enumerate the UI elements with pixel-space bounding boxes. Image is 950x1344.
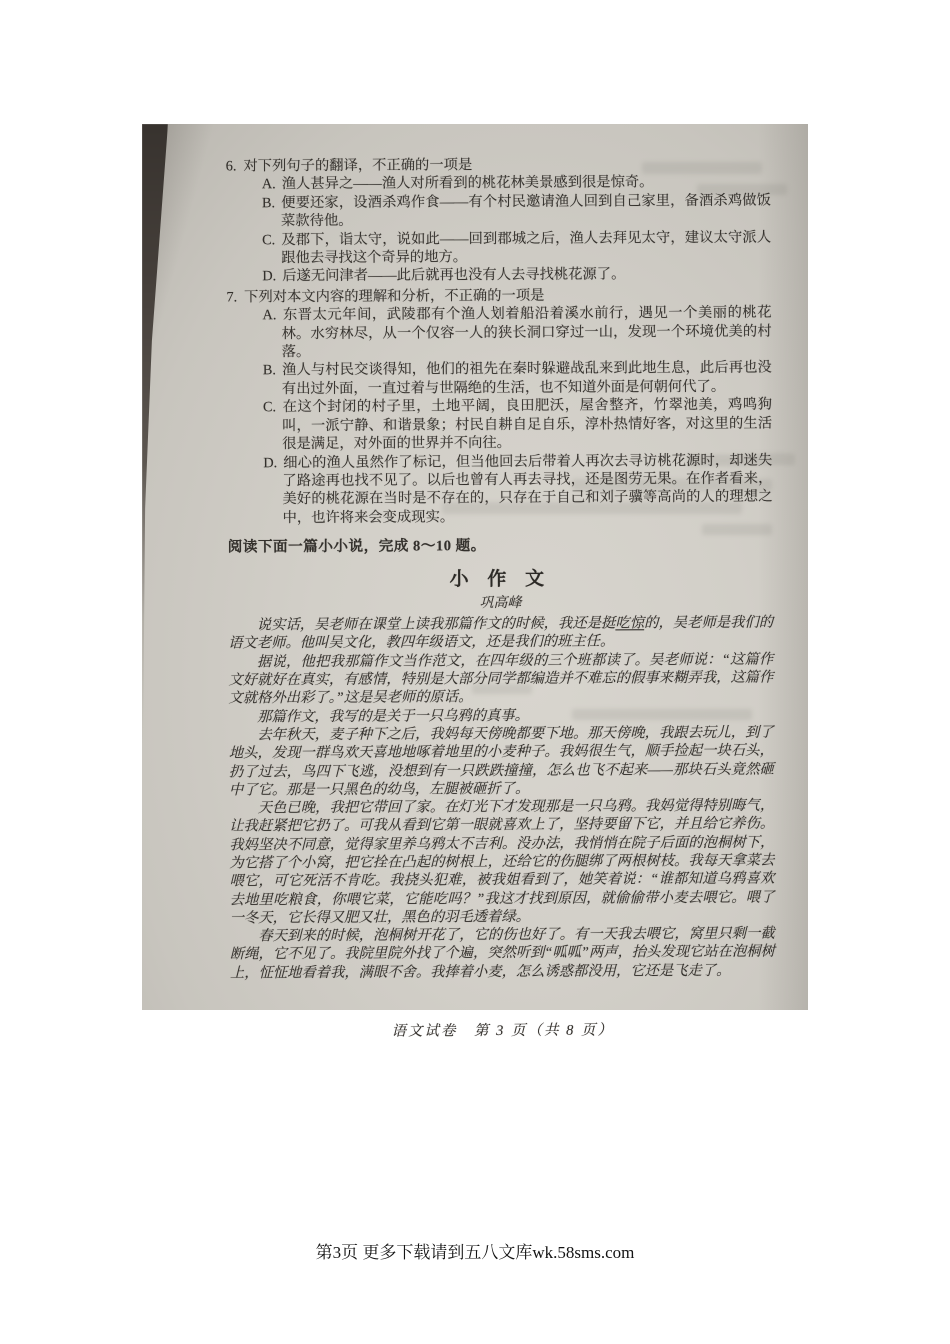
exam-page-content bbox=[226, 153, 776, 1042]
option-label: C. bbox=[262, 231, 276, 248]
exam-paper-page-number: 语文试卷 第 3 页（共 8 页） bbox=[391, 1022, 615, 1040]
question-option bbox=[226, 191, 771, 231]
option-text: 细心的渔人虽然作了标记，但当他回去后带着人再次去寻访桃花源时，却迷失了路途再也找不见了。以后也曾有人再去寻找，还是图劳无果。在作者看来，美好的桃花源在当时是不存在的，只存在于自己和刘子骥等高尚的人的理想之中，也许将来会变成现实。 bbox=[282, 452, 773, 526]
option-label: D. bbox=[263, 454, 278, 471]
document-footer: 第3页 更多下载请到五八文库wk.58sms.com bbox=[315, 1243, 635, 1262]
question-option bbox=[227, 359, 772, 399]
option-text: 便要还家，设酒杀鸡作食——有个村民邀请渔人回到自己家里，备酒杀鸡做饭菜款待他。 bbox=[280, 192, 771, 230]
essay-paragraph: 春天到来的时候，泡桐树开花了，它的伤也好了。有一天我去喂它，窝里只剩一截断绳，它不见了。我院里院外找了个遍，突然听到“呱呱”两声，抬头发现它站在泡桐树上，怔怔地看着我，满眼不舍。我捧着小麦，怎么诱惑都没用，它还是飞走了。 bbox=[229, 925, 775, 982]
question-stem-text: 下列对本文内容的理解和分析，不正确的一项是 bbox=[244, 287, 545, 306]
question-number: 7. bbox=[226, 289, 238, 306]
essay-paragraph: 去年秋天，麦子种下之后，我妈每天傍晚都要下地。那天傍晚，我跟去玩儿，到了地头，发现一群鸟欢天喜地地啄着地里的小麦种子。我妈很生气，顺手捡起一块石头，扔了过去，鸟四下飞逃，没想到有一只跌跌撞撞，怎么也飞不起来——那块石头竟然砸中了它。那是一只黑色的幼鸟，左腿被砸折了。 bbox=[228, 724, 774, 799]
essay-title: 小 作 文 bbox=[449, 568, 552, 591]
photo-dark-edge bbox=[142, 124, 168, 744]
question-number: 6. bbox=[225, 158, 237, 175]
question-option bbox=[226, 228, 771, 268]
essay-paragraph: 那篇作文，我写的是关于一只乌鸦的真事。 bbox=[257, 707, 529, 725]
option-label: A. bbox=[262, 307, 277, 324]
option-label: A. bbox=[261, 176, 276, 193]
option-label: B. bbox=[262, 362, 276, 379]
underlined-word: 吃惊 bbox=[615, 615, 645, 632]
option-text: 及郡下，诣太守，说如此——回到郡城之后，渔人去拜见太守，建议太守派人跟他去寻找这个奇异的地方。 bbox=[281, 229, 772, 267]
question-option bbox=[226, 265, 771, 286]
question-option bbox=[226, 304, 771, 362]
paragraph-text: 说实话，吴老师在课堂上读我那篇作文的时候，我还是挺 bbox=[256, 615, 616, 634]
option-text: 渔人与村民交谈得知，他们的祖先在秦时躲避战乱来到此地生息，此后再也没有出过外面，一直过着与世隔绝的生活，也不知道外面是何朝何代了。 bbox=[281, 360, 772, 398]
option-label: B. bbox=[261, 194, 276, 212]
question-option bbox=[227, 396, 772, 454]
option-text: 东晋太元年间，武陵郡有个渔人划着船沿着溪水前行，遇见一个美丽的桃花林。水穷林尽，从一个仅容一人的狭长洞口穿过一山，发现一个环境优美的村落。 bbox=[281, 304, 772, 361]
essay-paragraph bbox=[228, 614, 773, 653]
option-text: 在这个封闭的村子里，土地平阔，良田肥沃，屋舍整齐，竹翠池美，鸡鸣狗叫，一派宁静、和谐景象；村民自耕自足自乐，淳朴热情好客，对这里的生活很是满足，对外面的世界并不向往。 bbox=[282, 396, 773, 453]
question-stem-text: 对下列句子的翻译，不正确的一项是 bbox=[243, 157, 473, 175]
essay-paragraph: 据说，他把我那篇作文当作范文，在四年级的三个班都读了。吴老师说：“这篇作文好就好在真实，有感情，特别是大部分同学都编造并不难忘的假事来糊弄我，这篇作文就格外出彩了。”这是吴老师的原话。 bbox=[228, 651, 774, 707]
essay-author: 巩高峰 bbox=[479, 596, 522, 612]
question-6 bbox=[226, 155, 772, 287]
essay-paragraph: 天色已晚，我把它带回了家。在灯光下才发现那是一只乌鸦。我妈觉得特别晦气，让我赶紧把它扔了。可我从看到它第一眼就喜欢上了，坚持要留下它，并且给它养伤。我妈坚决不同意，觉得家里养乌鸦太不吉利。没办法，我悄悄在院子后面的泡桐树下，为它搭了个小窝，把它拴在凸起的树根上，还给它的伤腿绑了两根树枝。我每天拿菜去喂它，可它死活不肯吃。我挠头犯难，被我姐看到了，她笑着说：“谁都知道乌鸦喜欢去地里吃粮食，你喂它菜，它能吃吗？”我这才找到原因，就偷偷带小麦去喂它。喂了一冬天，它长得又肥又壮，黑色的羽毛透着绿。 bbox=[229, 797, 775, 927]
paragraph-text: 的，吴老师是我们的语文老师。他叫吴文化，教四年级语文，还是我们的班主任。 bbox=[228, 614, 774, 652]
question-7 bbox=[226, 285, 772, 527]
option-text: 后遂无问津者——此后就再也没有人去寻找桃花源了。 bbox=[282, 266, 626, 285]
option-label: D. bbox=[262, 268, 277, 285]
question-option bbox=[227, 451, 772, 527]
reading-instruction: 阅读下面一篇小小说，完成 8～10 题。 bbox=[227, 538, 486, 556]
option-text: 渔人甚异之——渔人对所看到的桃花林美景感到很是惊奇。 bbox=[281, 174, 654, 193]
option-label: C. bbox=[262, 399, 277, 416]
exam-paper-photo bbox=[142, 124, 808, 1040]
